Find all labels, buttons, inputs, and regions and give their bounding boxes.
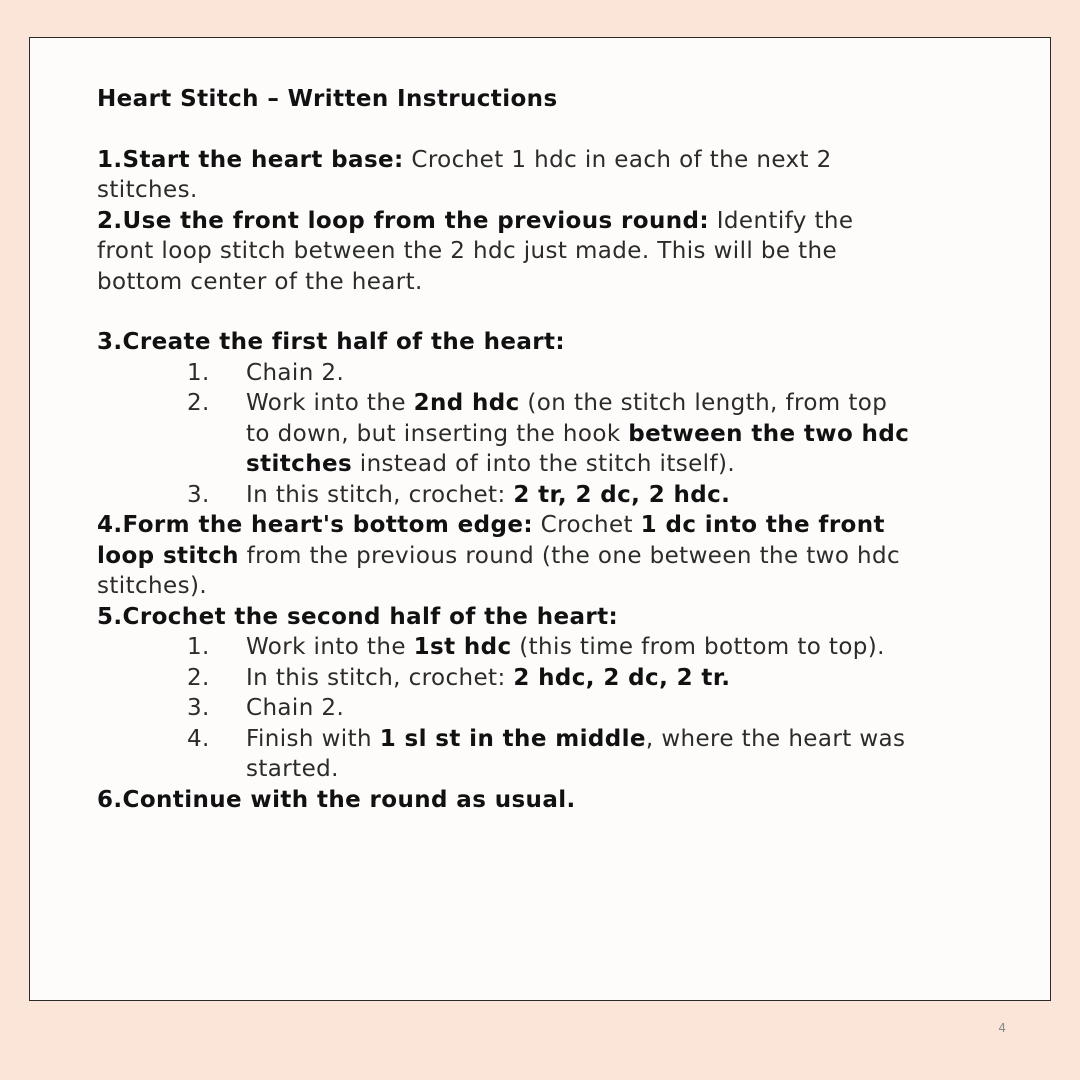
step-1-number: 1. (97, 146, 123, 173)
sub-text-bold: 1st hdc (413, 634, 512, 660)
step-5-sub-2 (97, 663, 917, 694)
step-5-sub-1 (97, 632, 917, 663)
page-number: 4 (998, 1021, 1006, 1035)
step-4 (97, 510, 917, 602)
step-3-sub-1 (97, 358, 917, 389)
step-5-label-text: Crochet the second half of the heart: (122, 603, 619, 630)
sub-text-bold: 1 sl st in the middle (379, 725, 646, 752)
sub-text-pre: Work into the (246, 390, 414, 416)
step-3 (97, 327, 917, 358)
step-5-number: 5. (97, 603, 123, 630)
step-4-label (97, 512, 533, 538)
sub-number: 2. (187, 664, 210, 691)
sub-number: 3. (187, 695, 210, 721)
step-3-sub-2 (97, 388, 917, 480)
sub-text-pre: In this stitch, crochet: (246, 664, 514, 691)
sub-number: 2. (187, 390, 210, 416)
step-5-sub-3 (97, 693, 917, 724)
step-2-label (97, 208, 709, 234)
step-3-sub-3 (97, 480, 917, 511)
step-5-sub-4 (97, 724, 917, 785)
step-5-label (97, 604, 618, 630)
step-1-label-text: Start the heart base: (122, 146, 404, 173)
sub-text-bold: 2 hdc, 2 dc, 2 tr. (513, 664, 731, 691)
sub-text-pre: In this stitch, crochet: (246, 481, 514, 508)
step-1-label (97, 147, 404, 173)
sub-text-pre: Work into the (246, 634, 414, 660)
step-4-text-pre: Crochet (532, 512, 641, 538)
spacer (97, 297, 917, 327)
step-1 (97, 145, 917, 206)
sub-text: Chain 2. (246, 695, 345, 721)
step-3-number: 3. (97, 329, 123, 355)
step-4-label-text: Form the heart's bottom edge: (122, 512, 533, 538)
step-5 (97, 602, 917, 633)
sub-text-post: , where the heart was started. (246, 725, 906, 782)
sub-number: 4. (187, 725, 210, 752)
sub-number: 1. (187, 359, 210, 386)
sub-text-post: (this time from bottom to top). (511, 634, 885, 660)
step-3-label-text: Create the first half of the heart: (122, 329, 566, 355)
instructions-content (97, 84, 917, 815)
sub-text-bold: between the two hdc stitches (246, 420, 910, 477)
sub-text-bold: 2nd hdc (413, 390, 520, 416)
step-6-label (97, 787, 576, 813)
step-2 (97, 206, 917, 298)
step-6-label-text: Continue with the round as usual. (122, 786, 576, 813)
sub-text: Chain 2. (246, 359, 345, 386)
step-2-number: 2. (97, 207, 123, 234)
sub-text-bold: 2 tr, 2 dc, 2 hdc. (513, 481, 731, 508)
step-2-text: Identify the front loop stitch between the 2 hdc just made. This will be the bottom center of the heart. (97, 207, 854, 295)
step-4-number: 4. (97, 512, 123, 538)
sub-number: 3. (187, 481, 210, 508)
step-4-text-bold: 1 dc into the front loop stitch (97, 512, 885, 569)
step-6 (97, 785, 917, 816)
step-2-label-text: Use the front loop from the previous round: (122, 207, 709, 234)
step-4-text-post: from the previous round (the one between the two hdc stitches). (97, 542, 901, 599)
sub-text-post: instead of into the stitch itself). (352, 451, 736, 477)
step-6-number: 6. (97, 786, 123, 813)
step-3-label (97, 329, 565, 355)
sub-text-pre: Finish with (246, 725, 380, 752)
sub-text-mid: (on the stitch length, from top to down, but inserting the hook (246, 390, 888, 447)
document-title: Heart Stitch – Written Instructions (97, 86, 558, 112)
step-1-text: Crochet 1 hdc in each of the next 2 stitches. (97, 146, 832, 203)
sub-number: 1. (187, 634, 210, 660)
